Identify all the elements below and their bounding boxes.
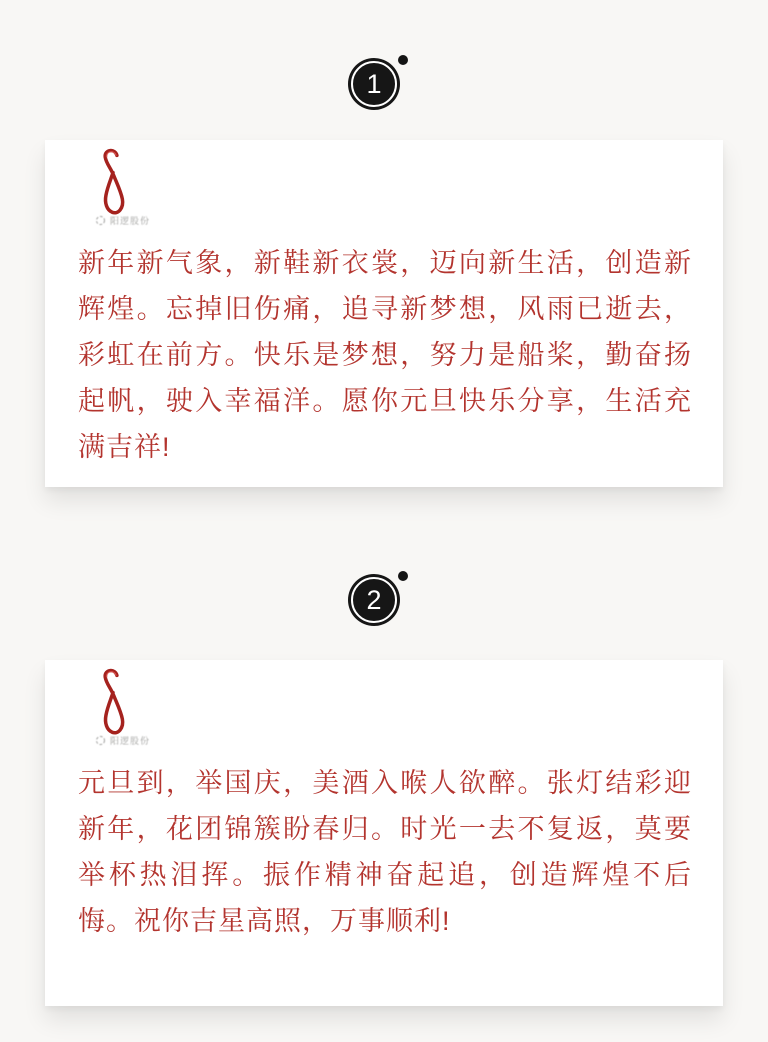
watermark-text: 阳逻股份 <box>110 216 151 226</box>
watermark <box>95 214 150 227</box>
section-number: 1 <box>366 68 382 99</box>
paperclip-icon <box>85 146 141 224</box>
watermark-logo-icon <box>95 215 106 226</box>
badge-dot-icon <box>398 571 408 581</box>
section-2-number-badge <box>348 574 408 634</box>
greeting-text-1: 新年新气象，新鞋新衣裳，迈向新生活，创造新辉煌。忘掉旧伤痛，追寻新梦想，风雨已逝去，彩虹在前方。快乐是梦想，努力是船桨，勤奋扬起帆，驶入幸福洋。愿你元旦快乐分享，生活充满吉祥! <box>78 248 692 462</box>
paperclip-icon <box>85 666 141 744</box>
number-circle <box>351 61 397 107</box>
greeting-card-2 <box>45 660 723 1006</box>
section-number: 2 <box>366 584 382 615</box>
watermark <box>95 734 150 747</box>
watermark-logo-icon <box>95 735 106 746</box>
greeting-text-2: 元旦到，举国庆，美酒入喉人欲醉。张灯结彩迎新年，花团锦簇盼春归。时光一去不复返，莫要举杯热泪挥。振作精神奋起追，创造辉煌不后悔。祝你吉星高照，万事顺利! <box>78 768 692 936</box>
greeting-card-1 <box>45 140 723 487</box>
number-circle <box>351 577 397 623</box>
badge-dot-icon <box>398 55 408 65</box>
section-1-number-badge <box>348 58 408 118</box>
watermark-text: 阳逻股份 <box>110 736 151 746</box>
